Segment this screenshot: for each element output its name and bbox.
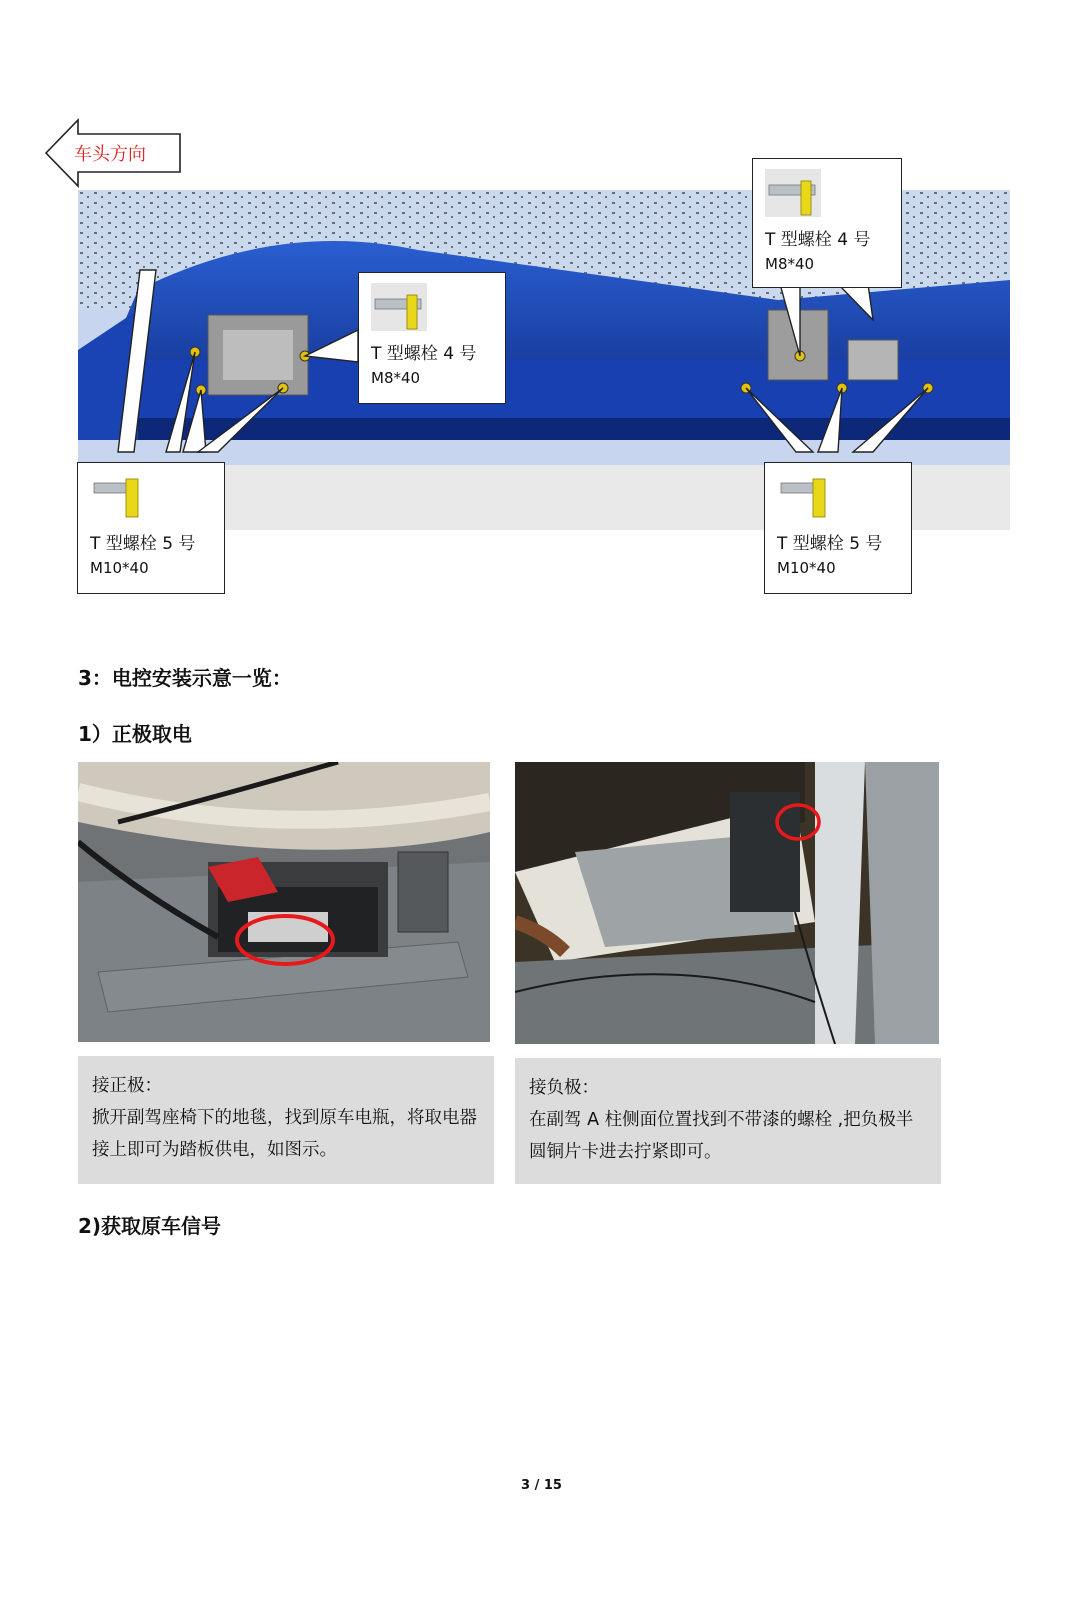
battery-photo xyxy=(78,762,490,1042)
bolt-spec: M10*40 xyxy=(90,559,149,577)
a-pillar-photo xyxy=(515,762,939,1044)
bolt-name: T 型螺栓 5 号 xyxy=(90,534,196,554)
t-bolt-icon xyxy=(371,283,427,331)
bolt-callout-bottom-right xyxy=(764,462,912,594)
subsection-heading-signal: 2)获取原车信号 xyxy=(78,1214,222,1238)
bolt-name: T 型螺栓 5 号 xyxy=(777,534,883,554)
direction-label: 车头方向 xyxy=(74,144,146,165)
caption-negative xyxy=(515,1058,941,1184)
t-bolt-icon xyxy=(765,169,821,217)
bolt-name: T 型螺栓 4 号 xyxy=(371,344,477,364)
caption-body: 掀开副驾座椅下的地毯，找到原车电瓶，将取电器接上即可为踏板供电，如图示。 xyxy=(92,1108,477,1160)
subsection-heading-positive: 1）正极取电 xyxy=(78,722,192,746)
bolt-spec: M8*40 xyxy=(371,369,421,387)
caption-body: 在副驾 A 柱侧面位置找到不带漆的螺栓 ,把负极半圆铜片卡进去拧紧即可。 xyxy=(529,1110,914,1162)
bolt-spec: M10*40 xyxy=(777,559,836,577)
bolt-callout-top-right xyxy=(752,158,902,288)
page-number: 3 / 15 xyxy=(521,1478,562,1493)
bolt-callout-top-left xyxy=(358,272,506,404)
caption-title: 接负极： xyxy=(529,1078,599,1098)
t-bolt-icon xyxy=(777,473,833,521)
bolt-spec: M8*40 xyxy=(765,255,815,273)
bolt-name: T 型螺栓 4 号 xyxy=(765,230,871,250)
caption-title: 接正极： xyxy=(92,1076,162,1096)
bolt-callout-bottom-left xyxy=(77,462,225,594)
t-bolt-icon xyxy=(90,473,146,521)
caption-positive xyxy=(78,1056,494,1184)
section-heading: 3：电控安装示意一览： xyxy=(78,666,292,690)
